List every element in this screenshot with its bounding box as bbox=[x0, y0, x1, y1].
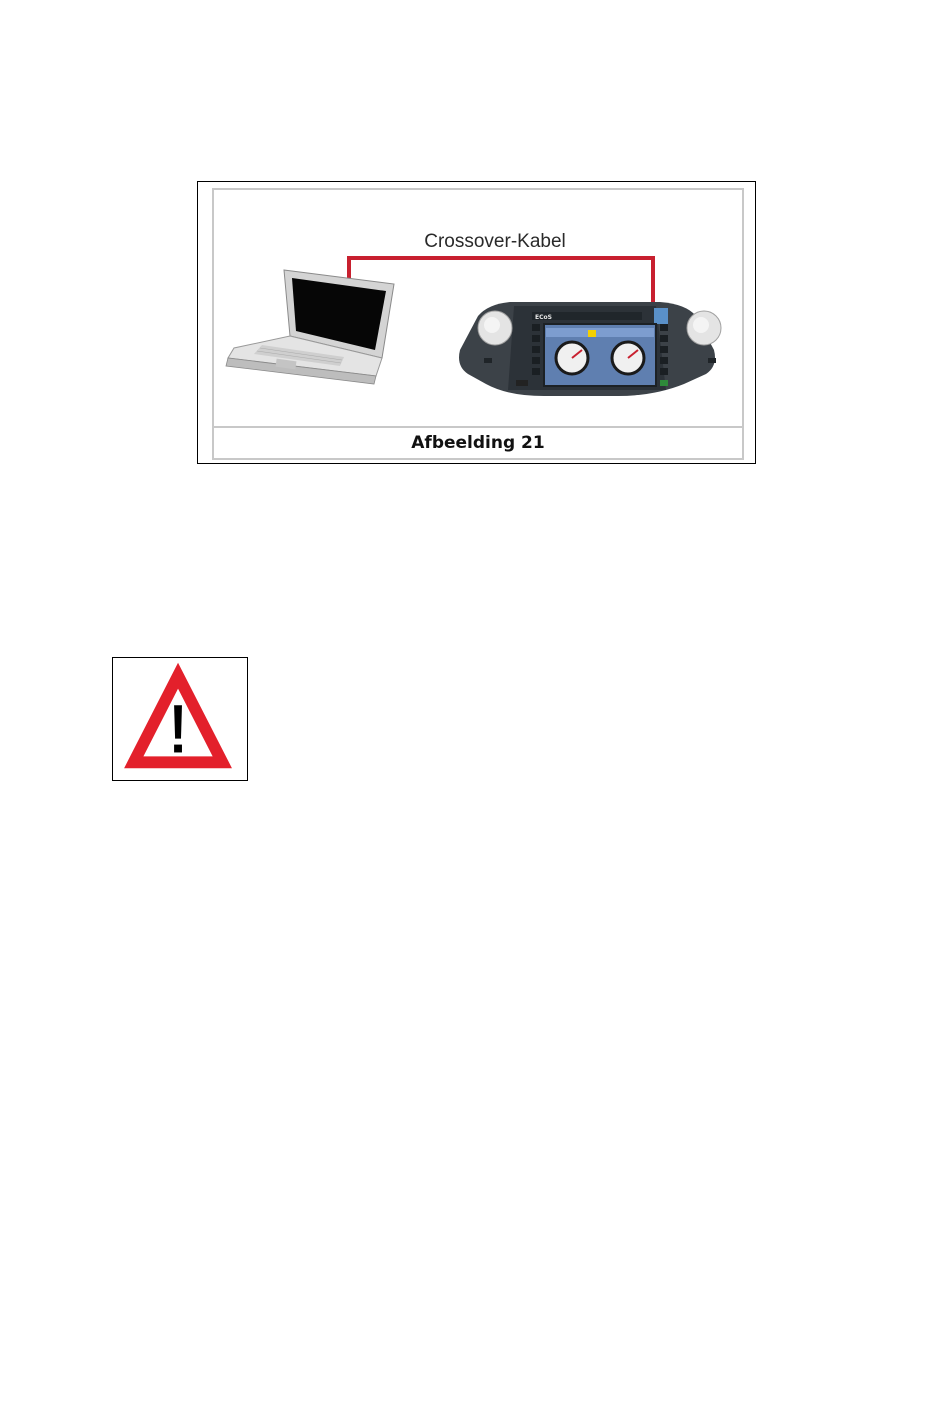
ecos-command-station-icon bbox=[459, 302, 721, 396]
warning-box bbox=[112, 657, 248, 781]
figure-frame bbox=[197, 181, 756, 464]
figure-caption: Afbeelding 21 bbox=[214, 426, 742, 458]
device-brand-text: ECoS bbox=[535, 314, 552, 321]
laptop-icon bbox=[226, 270, 394, 384]
cable-label: Crossover-Kabel bbox=[424, 231, 566, 252]
figure-illustration bbox=[214, 190, 742, 426]
figure-panel bbox=[212, 188, 744, 460]
warning-triangle-icon bbox=[113, 658, 247, 780]
